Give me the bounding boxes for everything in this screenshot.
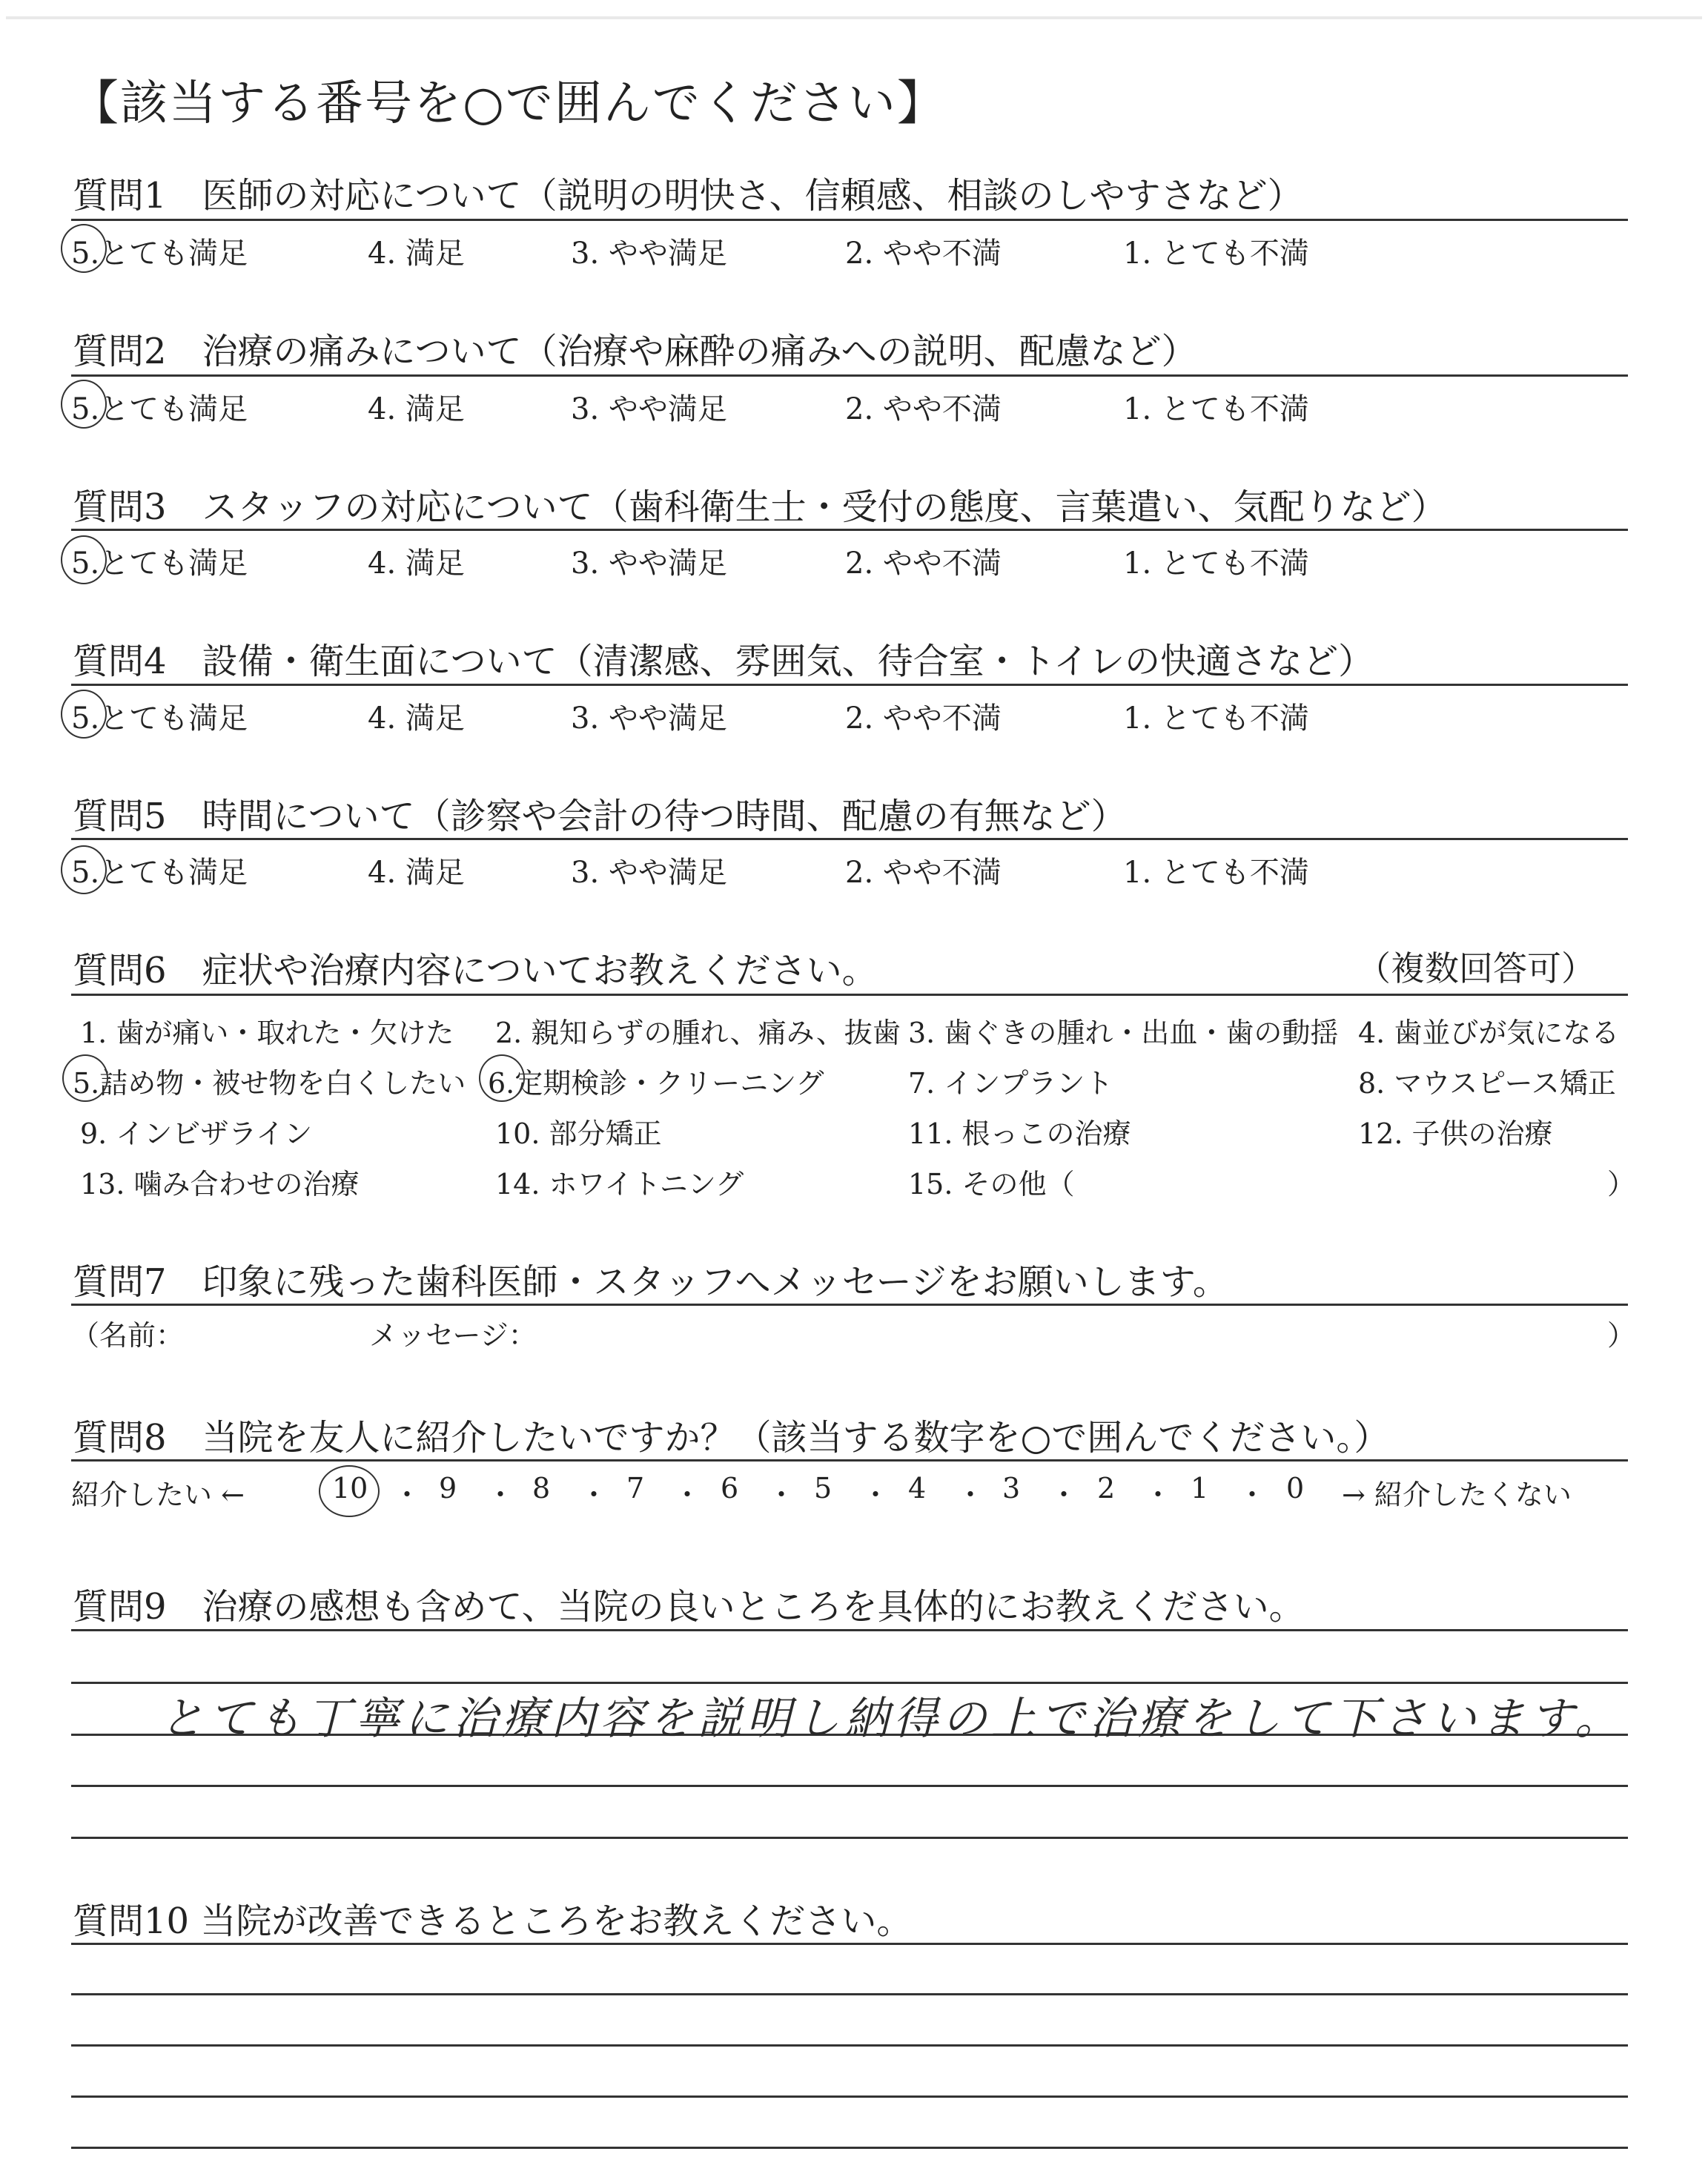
question-2-title: 質問2 治療の痛みについて（治療や麻酔の痛みへの説明、配慮など） [73,331,1197,372]
q8-scale-4[interactable]: 4 [908,1472,927,1505]
question-6-rule [71,994,1628,996]
q8-scale-dot: ・ [1238,1479,1267,1511]
q6-option-2[interactable]: 2. 親知らずの腫れ、痛み、抜歯 [495,1017,901,1049]
q8-scale-dot: ・ [580,1479,609,1511]
q5-option-4[interactable]: 4. 満足 [368,856,465,890]
q9-line-5 [71,1837,1628,1839]
q5-option-5[interactable]: 5.とても満足 [71,856,248,890]
q10-line-1 [71,1943,1628,1945]
q6-option-4[interactable]: 4. 歯並びが気になる [1358,1017,1620,1049]
q3-option-4[interactable]: 4. 満足 [368,546,465,581]
q8-scale-dot: ・ [673,1479,702,1511]
question-2-rule [71,374,1628,377]
q3-option-1[interactable]: 1. とても不満 [1123,546,1309,581]
q8-scale-9[interactable]: 9 [439,1472,457,1505]
q8-scale-8[interactable]: 8 [532,1472,551,1505]
q1-option-3[interactable]: 3. やや満足 [571,237,727,271]
q6-option-12[interactable]: 12. 子供の治療 [1358,1117,1553,1150]
question-6-note: （複数回答可） [1357,948,1595,988]
q3-option-5[interactable]: 5.とても満足 [71,546,248,581]
q5-option-3[interactable]: 3. やや満足 [571,856,727,890]
q4-option-5[interactable]: 5.とても満足 [71,701,248,736]
q8-scale-10[interactable]: 10 [332,1472,368,1505]
q4-selection-circle [61,690,107,739]
q8-scale-dot: ・ [1144,1479,1173,1511]
q8-scale-6[interactable]: 6 [721,1472,739,1505]
q2-option-2[interactable]: 2. やや不満 [845,392,1002,426]
q6-option-3[interactable]: 3. 歯ぐきの腫れ・出血・歯の動揺 [908,1017,1339,1049]
q6-option-7[interactable]: 7. インプラント [908,1067,1113,1100]
q1-option-5[interactable]: 5.とても満足 [71,237,248,271]
q10-line-3 [71,2044,1628,2047]
q4-option-3[interactable]: 3. やや満足 [571,701,727,736]
question-1-title: 質問1 医師の対応について（説明の明快さ、信頼感、相談のしやすさなど） [73,175,1303,217]
q8-scale-0[interactable]: 0 [1286,1472,1305,1505]
question-8-rule [71,1459,1628,1462]
q8-scale-dot: ・ [861,1479,890,1511]
q7-message-label: メッセージ： [369,1319,537,1352]
q5-option-1[interactable]: 1. とても不満 [1123,856,1309,890]
q10-line-5 [71,2147,1628,2149]
q8-scale-2[interactable]: 2 [1097,1472,1116,1505]
q6-option-14[interactable]: 14. ホワイトニング [495,1168,744,1200]
question-5-title: 質問5 時間について（診察や会計の待つ時間、配慮の有無など） [73,796,1127,837]
question-1-rule [71,219,1628,221]
q6-option-1[interactable]: 1. 歯が痛い・取れた・欠けた [80,1017,454,1049]
q5-option-2[interactable]: 2. やや不満 [845,856,1002,890]
q8-scale-dot: ・ [486,1479,515,1511]
q2-option-3[interactable]: 3. やや満足 [571,392,727,426]
q8-scale-dot: ・ [1050,1479,1079,1511]
q1-selection-circle [61,224,107,273]
q6-option-9[interactable]: 9. インビザライン [80,1117,313,1150]
q4-option-1[interactable]: 1. とても不満 [1123,701,1309,736]
question-3-rule [71,529,1628,531]
question-3-title: 質問3 スタッフの対応について（歯科衛生士・受付の態度、言葉遣い、気配りなど） [73,486,1447,528]
q8-selection-circle [319,1465,380,1517]
q5-selection-circle [61,845,107,894]
q8-scale-3[interactable]: 3 [1002,1472,1021,1505]
question-8-title: 質問8 当院を友人に紹介したいですか？（該当する数字を○で囲んでください。） [73,1417,1390,1459]
q8-scale-dot: ・ [767,1479,796,1511]
q4-option-2[interactable]: 2. やや不満 [845,701,1002,736]
q2-option-4[interactable]: 4. 満足 [368,392,465,426]
q6-option-15-close: ） [1607,1168,1636,1200]
question-7-rule [71,1304,1628,1306]
q6-selection-circle-6 [479,1054,525,1102]
scan-top-edge [6,16,1702,19]
q3-option-2[interactable]: 2. やや不満 [845,546,1002,581]
q8-scale-dot: ・ [393,1479,422,1511]
q8-scale-1[interactable]: 1 [1191,1472,1209,1505]
q10-line-2 [71,1993,1628,1995]
q3-option-3[interactable]: 3. やや満足 [571,546,727,581]
q2-option-5[interactable]: 5.とても満足 [71,392,248,426]
q8-left-label: 紹介したい ← [71,1479,245,1511]
q2-selection-circle [61,380,107,429]
q6-option-8[interactable]: 8. マウスピース矯正 [1358,1067,1616,1100]
q6-option-11[interactable]: 11. 根っこの治療 [908,1117,1131,1150]
q1-option-4[interactable]: 4. 満足 [368,237,465,271]
question-9-title: 質問9 治療の感想も含めて、当院の良いところを具体的にお教えください。 [73,1586,1305,1628]
q2-option-1[interactable]: 1. とても不満 [1123,392,1309,426]
q6-option-13[interactable]: 13. 噛み合わせの治療 [80,1168,360,1200]
form-header: 【該当する番号を○で囲んでください】 [71,76,946,131]
q6-option-10[interactable]: 10. 部分矯正 [495,1117,662,1150]
q7-name-label: （名前： [71,1319,185,1352]
q7-close-paren: ） [1607,1319,1636,1352]
q6-selection-circle-5 [62,1054,108,1102]
question-6-title: 質問6 症状や治療内容についてお教えください。 [73,950,878,991]
q9-handwritten-answer: とても丁寧に治療内容を説明し納得の上で治療をして下さいます。 [159,1693,1624,1745]
question-10-title: 質問10 当院が改善できるところをお教えください。 [73,1900,913,1942]
q6-option-15[interactable]: 15. その他（ [908,1168,1075,1200]
q1-option-2[interactable]: 2. やや不満 [845,237,1002,271]
question-7-title: 質問7 印象に残った歯科医師・スタッフへメッセージをお願いします。 [73,1261,1228,1303]
q8-right-label: → 紹介したくない [1342,1479,1572,1511]
question-5-rule [71,838,1628,840]
q1-option-1[interactable]: 1. とても不満 [1123,237,1309,271]
question-4-rule [71,684,1628,686]
q6-option-5[interactable]: 5.詰め物・被せ物を白くしたい [73,1067,466,1100]
q3-selection-circle [61,535,107,584]
q10-line-4 [71,2095,1628,2098]
q9-line-1 [71,1629,1628,1631]
q4-option-4[interactable]: 4. 満足 [368,701,465,736]
q9-line-4 [71,1785,1628,1787]
q8-scale-5[interactable]: 5 [814,1472,833,1505]
q8-scale-7[interactable]: 7 [626,1472,645,1505]
q6-option-6[interactable]: 6.定期検診・クリーニング [488,1067,824,1100]
q8-scale-dot: ・ [956,1479,985,1511]
question-4-title: 質問4 設備・衛生面について（清潔感、雰囲気、待合室・トイレの快適さなど） [73,641,1374,682]
